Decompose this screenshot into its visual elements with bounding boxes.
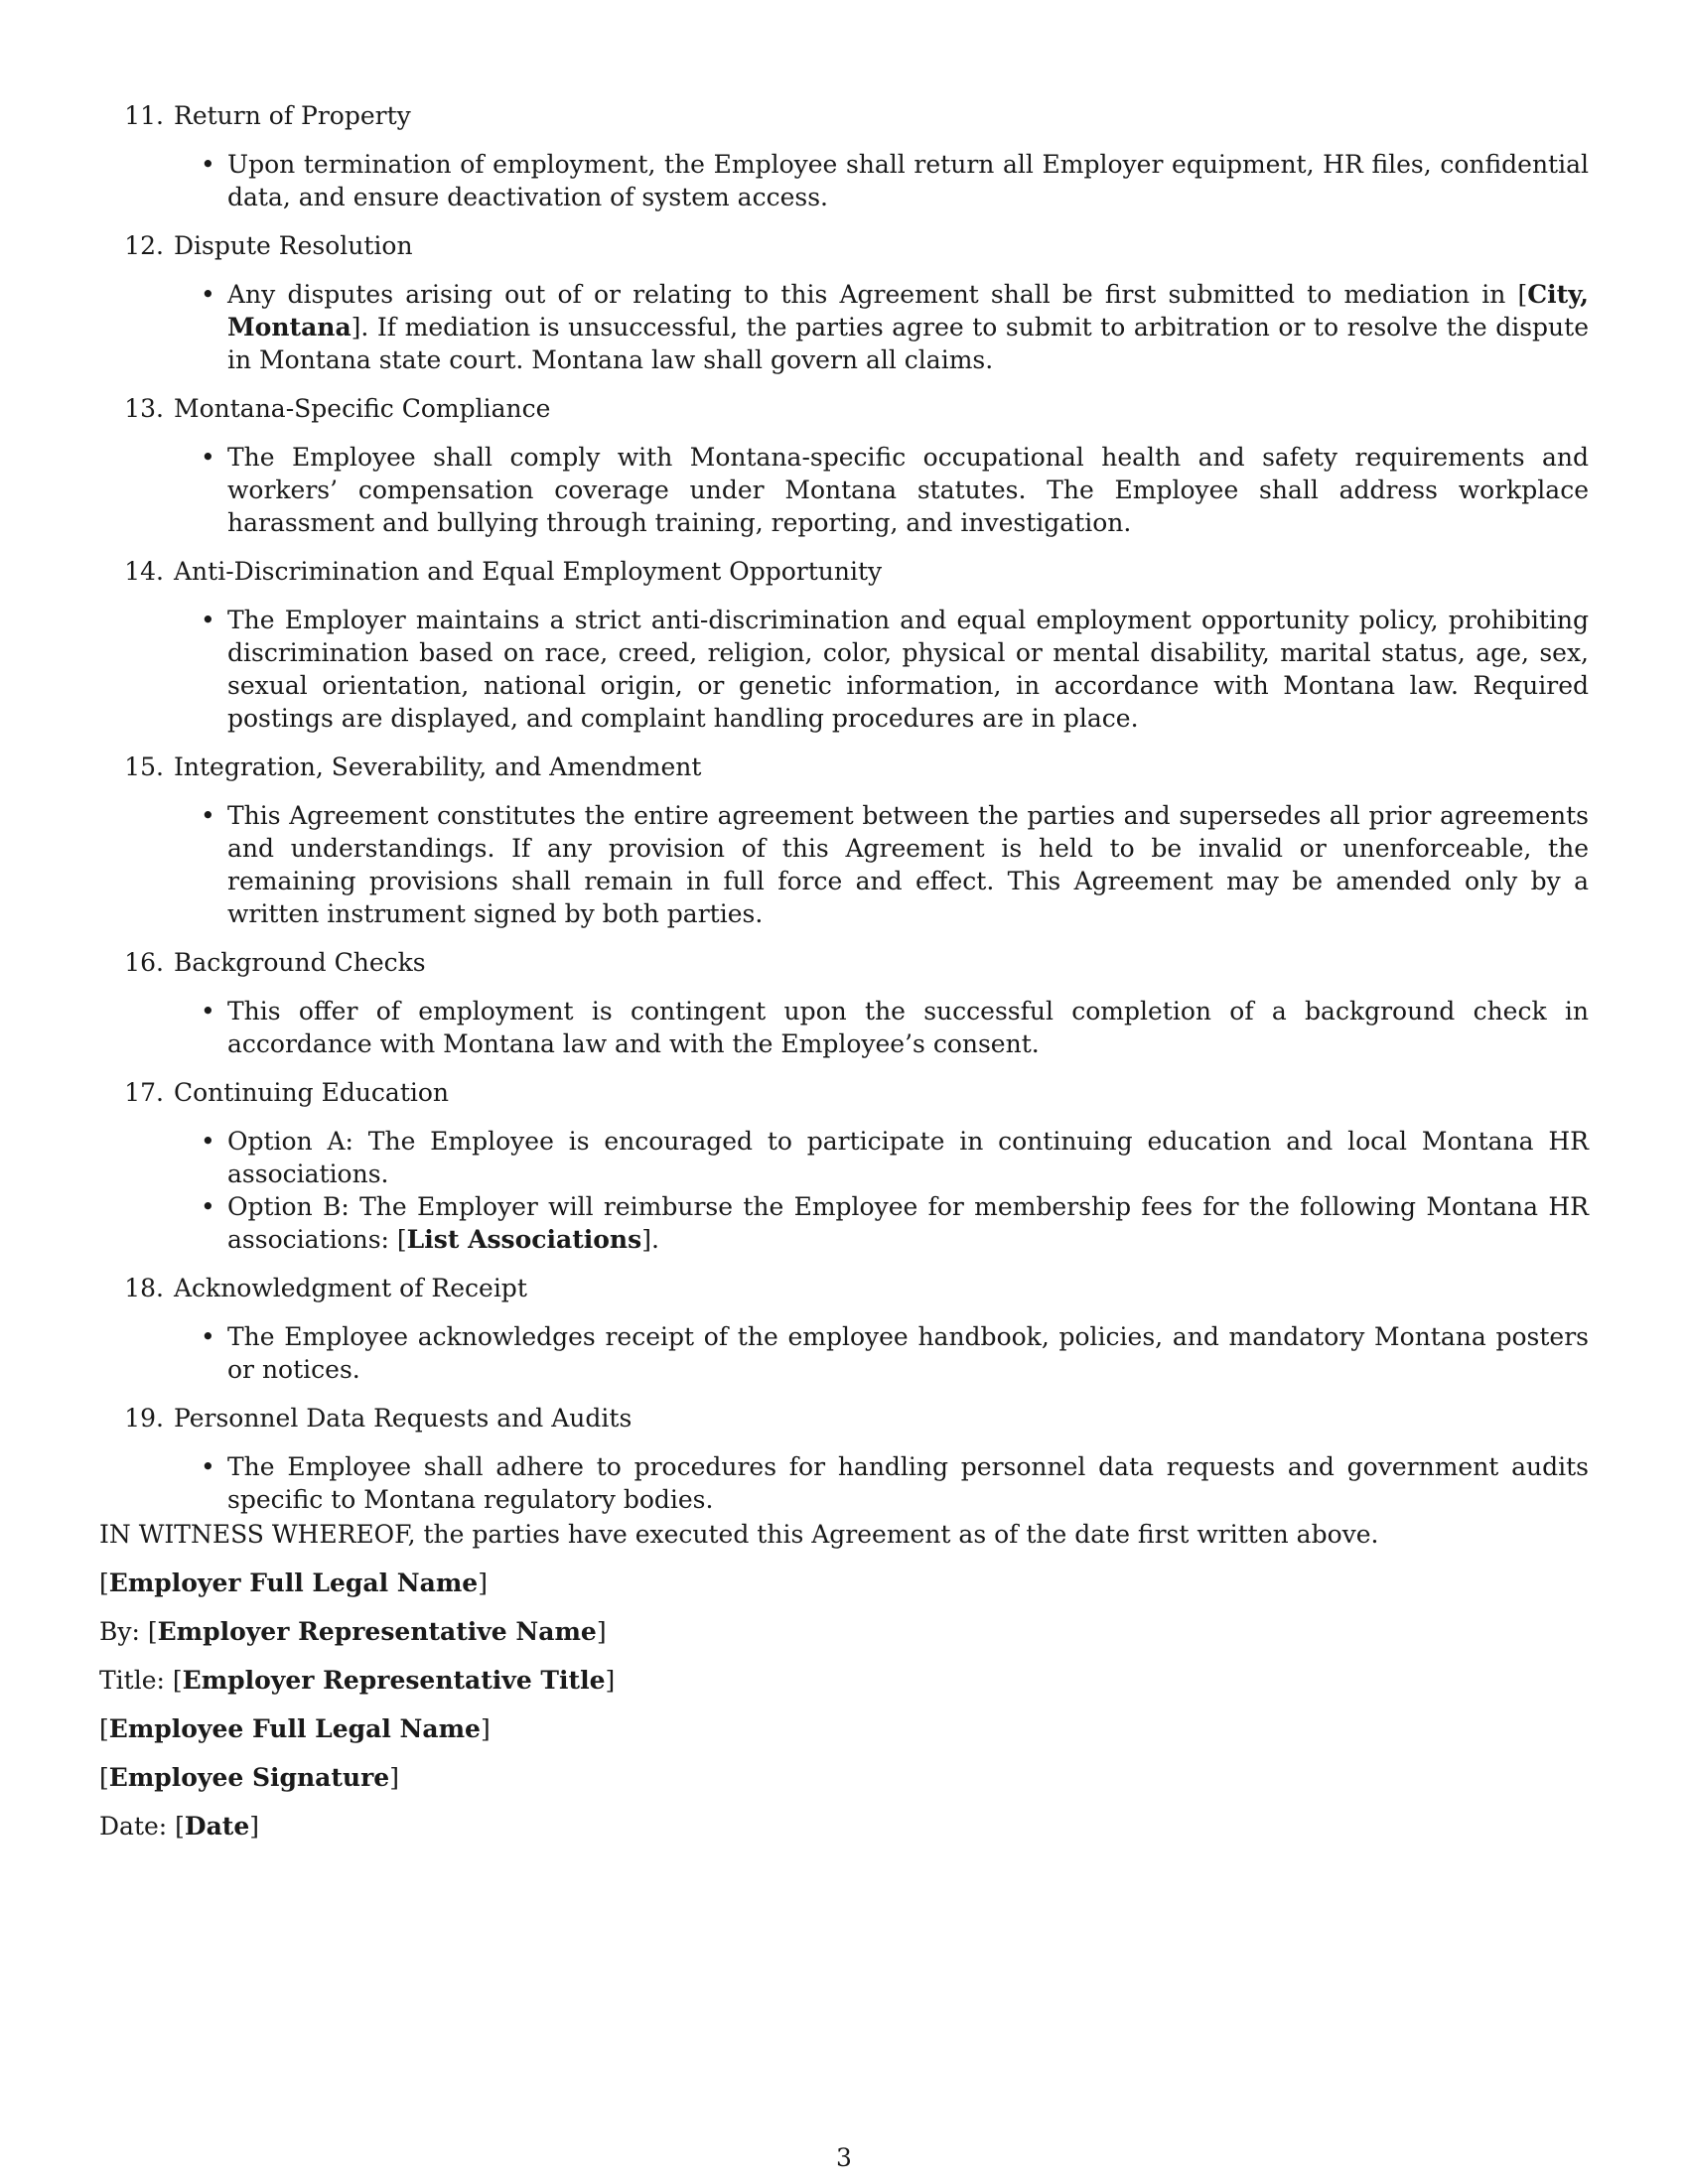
section-number: 11. — [124, 101, 164, 130]
text-run: Option A: The Employee is encouraged to participate in continuing education and local Montana HR associations. — [227, 1127, 1589, 1188]
text-run: ] — [478, 1569, 488, 1597]
employee-name-line — [99, 1712, 1589, 1745]
section-title: Anti-Discrimination and Equal Employment Opportunity — [174, 557, 883, 586]
bullet-item — [227, 1190, 1589, 1256]
date-line — [99, 1810, 1589, 1843]
bullet-item — [227, 1320, 1589, 1386]
text-run: The Employee shall comply with Montana-specific occupational health and safety requirements and workers’ compensation coverage under Montana statutes. The Employee shall address workplace harassment and bullying through training, reporting, and investigation. — [227, 443, 1589, 537]
employee-signature-line — [99, 1761, 1589, 1794]
section-heading — [99, 555, 1589, 588]
page-number: 3 — [836, 2143, 852, 2172]
text-run: Any disputes arising out of or relating to this Agreement shall be first submitted to mediation in [ — [227, 280, 1528, 309]
agreement-sections — [99, 99, 1589, 1532]
signature-block — [99, 1518, 1589, 1858]
witness-statement — [99, 1518, 1589, 1551]
placeholder-field: List Associations — [406, 1225, 642, 1254]
bullet-item — [227, 1125, 1589, 1190]
bullet-item — [227, 799, 1589, 930]
placeholder-field: Employee Full Legal Name — [108, 1714, 481, 1743]
section-number: 18. — [124, 1274, 164, 1302]
section-number: 19. — [124, 1404, 164, 1433]
text-run: [ — [99, 1569, 109, 1597]
employer-rep-name-line — [99, 1615, 1589, 1648]
section-title: Montana-Specific Compliance — [174, 394, 551, 423]
bullet-list — [99, 1450, 1589, 1516]
section-heading — [99, 751, 1589, 783]
text-run: ] — [249, 1812, 260, 1841]
section-number: 12. — [124, 231, 164, 260]
placeholder-field: Employer Full Legal Name — [108, 1569, 479, 1597]
section-number: 17. — [124, 1078, 164, 1107]
bullet-item — [227, 148, 1589, 213]
bullet-list — [99, 1125, 1589, 1256]
section-title: Background Checks — [174, 948, 426, 977]
text-run: This offer of employment is contingent upon the successful completion of a background check in accordance with Montana law and with the Employee’s consent. — [227, 997, 1589, 1058]
section-18 — [99, 1272, 1589, 1386]
text-run: Option B: The Employer will reimburse the Employee for membership fees for the following Montana HR associations: [ — [227, 1192, 1589, 1254]
section-11 — [99, 99, 1589, 213]
text-run: [ — [99, 1763, 109, 1792]
section-14 — [99, 555, 1589, 735]
bullet-list — [99, 148, 1589, 213]
section-title: Acknowledgment of Receipt — [174, 1274, 527, 1302]
section-heading — [99, 99, 1589, 132]
bullet-item — [227, 1450, 1589, 1516]
text-run: ]. If mediation is unsuccessful, the parties agree to submit to arbitration or to resolve the dispute in Montana state court. Montana law shall govern all claims. — [227, 313, 1589, 374]
section-title: Personnel Data Requests and Audits — [174, 1404, 633, 1433]
text-run: [ — [99, 1714, 109, 1743]
section-13 — [99, 392, 1589, 539]
section-number: 16. — [124, 948, 164, 977]
bullet-list — [99, 995, 1589, 1060]
section-number: 13. — [124, 394, 164, 423]
text-run: ] — [389, 1763, 399, 1792]
text-run: ]. — [641, 1225, 659, 1254]
bullet-list — [99, 441, 1589, 539]
text-run: ] — [605, 1666, 616, 1695]
placeholder-field: Employee Signature — [108, 1763, 390, 1792]
section-heading — [99, 1076, 1589, 1109]
bullet-list — [99, 799, 1589, 930]
section-heading — [99, 1272, 1589, 1304]
text-run: Upon termination of employment, the Employee shall return all Employer equipment, HR files, confidential data, and ensure deactivation of system access. — [227, 150, 1589, 211]
bullet-item — [227, 995, 1589, 1060]
section-15 — [99, 751, 1589, 930]
bullet-item — [227, 604, 1589, 735]
section-title: Continuing Education — [174, 1078, 450, 1107]
section-number: 14. — [124, 557, 164, 586]
text-run: The Employee acknowledges receipt of the employee handbook, policies, and mandatory Montana posters or notices. — [227, 1322, 1589, 1384]
section-17 — [99, 1076, 1589, 1256]
text-run: IN WITNESS WHEREOF, the parties have executed this Agreement as of the date first written above. — [99, 1520, 1379, 1549]
placeholder-field: Date — [184, 1812, 250, 1841]
bullet-item — [227, 278, 1589, 376]
text-run: ] — [480, 1714, 491, 1743]
section-heading — [99, 392, 1589, 425]
text-run: The Employee shall adhere to procedures for handling personnel data requests and government audits specific to Montana regulatory bodies. — [227, 1452, 1589, 1514]
bullet-list — [99, 1320, 1589, 1386]
section-heading — [99, 946, 1589, 979]
section-title: Integration, Severability, and Amendment — [174, 752, 702, 781]
section-19 — [99, 1402, 1589, 1516]
section-heading — [99, 1402, 1589, 1434]
placeholder-field: City, Montana — [227, 280, 1589, 341]
text-run: This Agreement constitutes the entire agreement between the parties and supersedes all prior agreements and understandings. If any provision of this Agreement is held to be invalid or unenforceable, the remaining provisions shall remain in full force and effect. This Agreement may be amended only by a written instrument signed by both parties. — [227, 801, 1589, 928]
section-number: 15. — [124, 752, 164, 781]
bullet-item — [227, 441, 1589, 539]
section-12 — [99, 229, 1589, 376]
section-16 — [99, 946, 1589, 1060]
placeholder-field: Employer Representative Name — [157, 1617, 597, 1646]
section-heading — [99, 229, 1589, 262]
section-title: Return of Property — [174, 101, 411, 130]
text-run: ] — [596, 1617, 607, 1646]
employer-name-line — [99, 1567, 1589, 1599]
bullet-list — [99, 604, 1589, 735]
bullet-list — [99, 278, 1589, 376]
text-run: Date: [ — [99, 1812, 185, 1841]
text-run: Title: [ — [99, 1666, 183, 1695]
text-run: The Employer maintains a strict anti-discrimination and equal employment opportunity policy, prohibiting discrimination based on race, creed, religion, color, physical or mental disability, marital status, age, sex, sexual orientation, national origin, or genetic information, in accordance with Montana law. Required postings are displayed, and complaint handling procedures are in place. — [227, 606, 1589, 733]
placeholder-field: Employer Representative Title — [182, 1666, 606, 1695]
employer-rep-title-line — [99, 1664, 1589, 1697]
text-run: By: [ — [99, 1617, 158, 1646]
section-title: Dispute Resolution — [174, 231, 413, 260]
